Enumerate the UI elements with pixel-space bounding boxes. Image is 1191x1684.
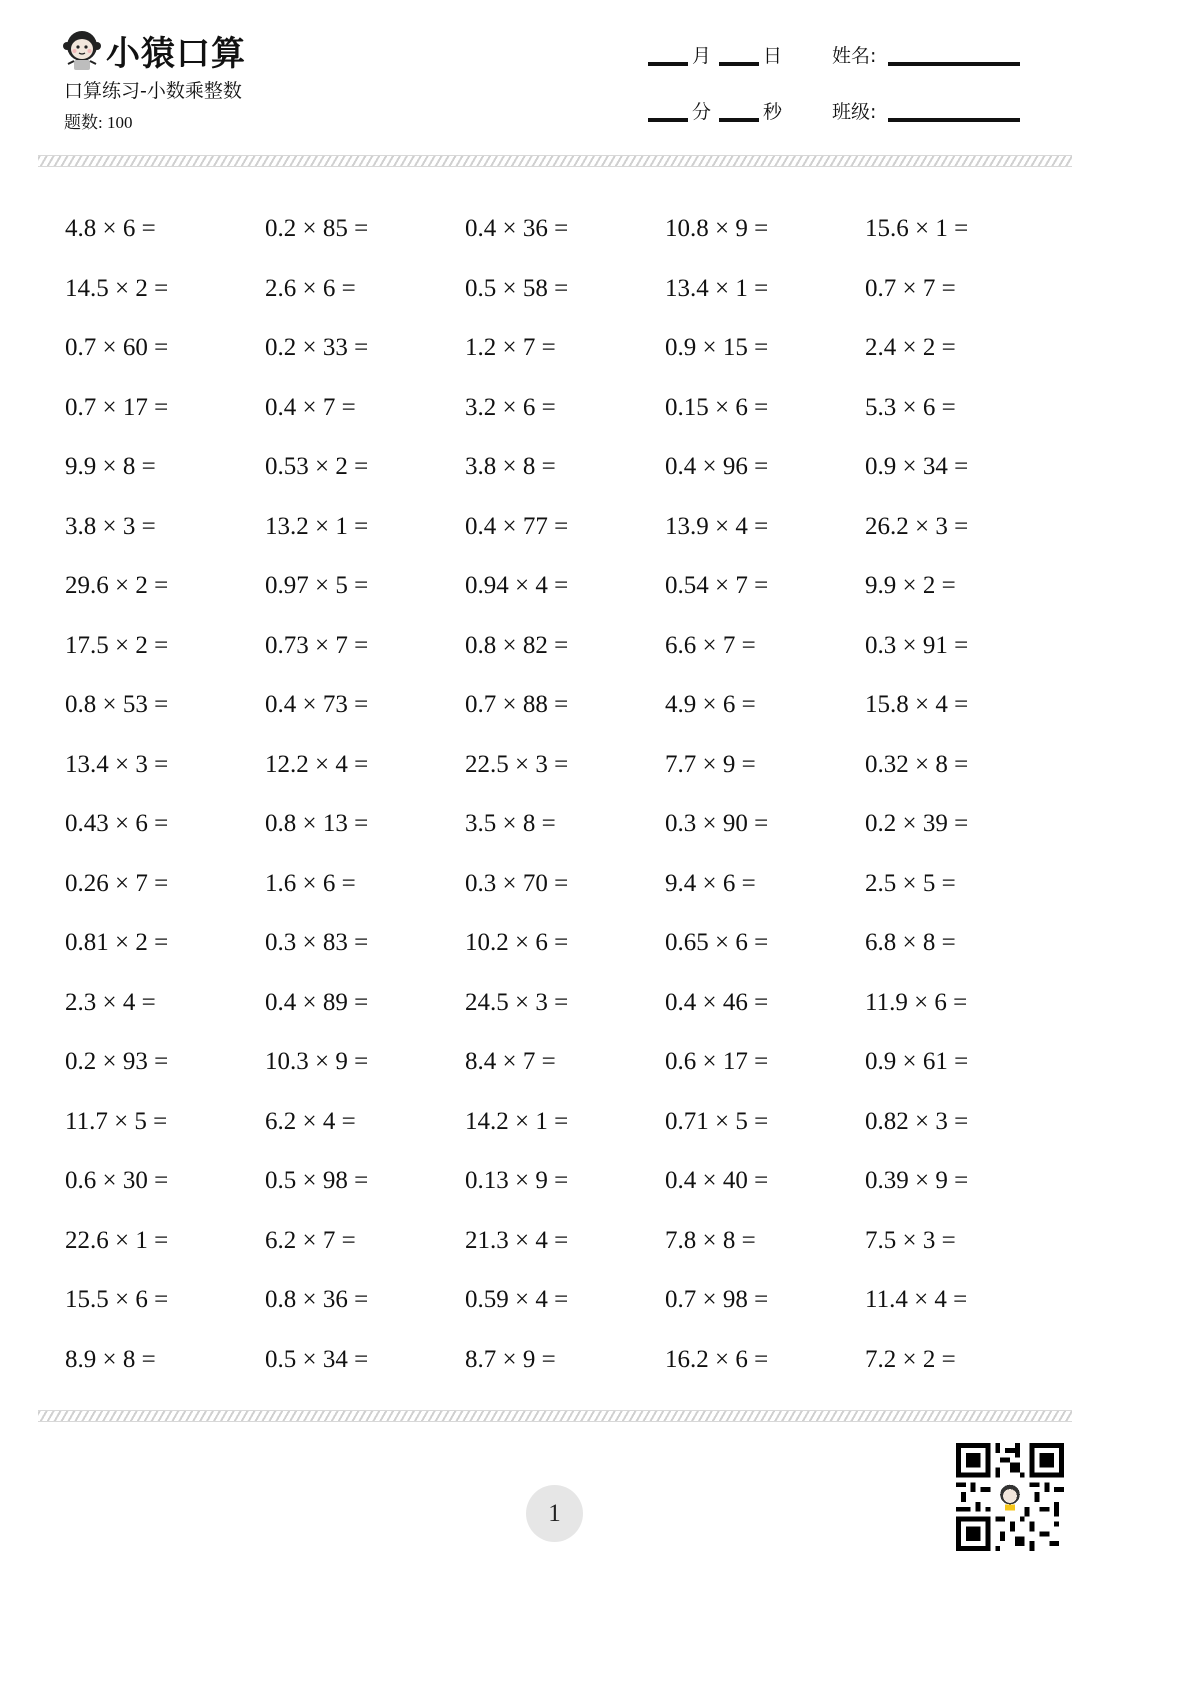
seconds-label: 秒 bbox=[763, 101, 783, 123]
problem-item: 11.7 × 5 = bbox=[65, 1107, 168, 1135]
problem-item: 29.6 × 2 = bbox=[65, 572, 169, 599]
problem-item: 10.3 × 9 = bbox=[265, 1048, 369, 1075]
problem-item: 0.4 × 7 = bbox=[265, 393, 356, 421]
worksheet-title: 口算练习-小数乘整数 bbox=[64, 80, 242, 102]
problem-item: 12.2 × 4 = bbox=[265, 750, 369, 778]
problem-item: 21.3 × 4 = bbox=[465, 1226, 569, 1254]
page-number: 1 bbox=[526, 1485, 583, 1542]
problem-item: 6.2 × 7 = bbox=[265, 1226, 356, 1254]
date-name-row bbox=[648, 44, 1020, 68]
qr-code-icon[interactable] bbox=[955, 1443, 1065, 1551]
problem-item: 0.9 × 34 = bbox=[865, 453, 969, 480]
problem-item: 11.4 × 4 = bbox=[865, 1286, 968, 1313]
seconds-blank[interactable] bbox=[719, 118, 759, 122]
class-blank[interactable] bbox=[888, 118, 1020, 122]
problem-item: 14.2 × 1 = bbox=[465, 1107, 569, 1135]
problem-item: 7.2 × 2 = bbox=[865, 1345, 956, 1373]
month-blank[interactable] bbox=[648, 62, 688, 66]
problem-item: 0.4 × 89 = bbox=[265, 988, 369, 1016]
top-divider bbox=[38, 155, 1072, 167]
problem-item: 0.39 × 9 = bbox=[865, 1167, 969, 1194]
problem-item: 16.2 × 6 = bbox=[665, 1345, 769, 1373]
problem-item: 0.3 × 70 = bbox=[465, 869, 569, 897]
problem-item: 22.5 × 3 = bbox=[465, 750, 569, 778]
problem-item: 0.54 × 7 = bbox=[665, 572, 769, 599]
problem-item: 0.8 × 13 = bbox=[265, 810, 369, 837]
problem-item: 6.8 × 8 = bbox=[865, 929, 956, 956]
problem-item: 2.5 × 5 = bbox=[865, 869, 956, 897]
problem-item: 0.7 × 88 = bbox=[465, 691, 569, 718]
day-label: 日 bbox=[763, 45, 783, 67]
problem-item: 0.73 × 7 = bbox=[265, 631, 369, 659]
problem-grid bbox=[65, 212, 1065, 1402]
problem-item: 0.4 × 73 = bbox=[265, 691, 369, 718]
problem-item: 24.5 × 3 = bbox=[465, 988, 569, 1016]
problem-item: 1.2 × 7 = bbox=[465, 334, 556, 361]
problem-item: 3.8 × 8 = bbox=[465, 453, 556, 480]
problem-item: 15.8 × 4 = bbox=[865, 691, 969, 718]
problem-item: 0.82 × 3 = bbox=[865, 1107, 969, 1135]
problem-item: 26.2 × 3 = bbox=[865, 512, 969, 540]
problem-item: 8.9 × 8 = bbox=[65, 1345, 156, 1373]
minutes-blank[interactable] bbox=[648, 118, 688, 122]
problem-item: 7.5 × 3 = bbox=[865, 1226, 956, 1254]
problem-item: 0.2 × 93 = bbox=[65, 1048, 169, 1075]
class-label: 班级: bbox=[832, 101, 877, 123]
problem-item: 0.7 × 60 = bbox=[65, 334, 169, 361]
problem-item: 6.2 × 4 = bbox=[265, 1107, 356, 1135]
problem-item: 0.71 × 5 = bbox=[665, 1107, 769, 1135]
day-blank[interactable] bbox=[719, 62, 759, 66]
brand-name: 小猿口算 bbox=[106, 33, 246, 74]
problem-item: 0.59 × 4 = bbox=[465, 1286, 569, 1313]
problem-item: 0.4 × 36 = bbox=[465, 215, 569, 242]
problem-item: 0.5 × 58 = bbox=[465, 274, 569, 302]
problem-item: 0.53 × 2 = bbox=[265, 453, 369, 480]
problem-item: 0.3 × 90 = bbox=[665, 810, 769, 837]
problem-item: 0.9 × 15 = bbox=[665, 334, 769, 361]
problem-item: 0.4 × 96 = bbox=[665, 453, 769, 480]
problem-item: 0.2 × 33 = bbox=[265, 334, 369, 361]
problem-item: 11.9 × 6 = bbox=[865, 988, 968, 1016]
problem-item: 0.3 × 83 = bbox=[265, 929, 369, 956]
problem-item: 0.7 × 7 = bbox=[865, 274, 956, 302]
problem-item: 0.2 × 39 = bbox=[865, 810, 969, 837]
problem-item: 0.97 × 5 = bbox=[265, 572, 369, 599]
problem-item: 0.4 × 46 = bbox=[665, 988, 769, 1016]
problem-count: 题数: 100 bbox=[64, 113, 133, 132]
problem-item: 7.7 × 9 = bbox=[665, 750, 756, 778]
problem-item: 0.8 × 82 = bbox=[465, 631, 569, 659]
problem-item: 1.6 × 6 = bbox=[265, 869, 356, 897]
problem-item: 13.9 × 4 = bbox=[665, 512, 769, 540]
problem-item: 8.7 × 9 = bbox=[465, 1345, 556, 1373]
problem-item: 0.15 × 6 = bbox=[665, 393, 769, 421]
problem-item: 0.9 × 61 = bbox=[865, 1048, 969, 1075]
problem-item: 13.4 × 1 = bbox=[665, 274, 769, 302]
problem-item: 2.3 × 4 = bbox=[65, 988, 156, 1016]
time-class-row bbox=[648, 100, 1020, 124]
problem-item: 3.5 × 8 = bbox=[465, 810, 556, 837]
problem-item: 5.3 × 6 = bbox=[865, 393, 956, 421]
problem-item: 15.5 × 6 = bbox=[65, 1286, 169, 1313]
name-blank[interactable] bbox=[888, 62, 1020, 66]
problem-item: 8.4 × 7 = bbox=[465, 1048, 556, 1075]
problem-item: 22.6 × 1 = bbox=[65, 1226, 169, 1254]
problem-item: 0.65 × 6 = bbox=[665, 929, 769, 956]
problem-item: 14.5 × 2 = bbox=[65, 274, 169, 302]
problem-item: 10.2 × 6 = bbox=[465, 929, 569, 956]
problem-item: 13.2 × 1 = bbox=[265, 512, 369, 540]
problem-item: 0.32 × 8 = bbox=[865, 750, 969, 778]
minutes-label: 分 bbox=[692, 101, 712, 123]
problem-item: 0.94 × 4 = bbox=[465, 572, 569, 599]
problem-item: 2.4 × 2 = bbox=[865, 334, 956, 361]
problem-item: 9.9 × 2 = bbox=[865, 572, 956, 599]
bottom-divider bbox=[38, 1410, 1072, 1422]
problem-item: 7.8 × 8 = bbox=[665, 1226, 756, 1254]
problem-item: 0.4 × 77 = bbox=[465, 512, 569, 540]
problem-item: 0.7 × 17 = bbox=[65, 393, 169, 421]
month-label: 月 bbox=[692, 45, 712, 67]
problem-item: 0.5 × 98 = bbox=[265, 1167, 369, 1194]
problem-item: 0.43 × 6 = bbox=[65, 810, 169, 837]
problem-item: 0.81 × 2 = bbox=[65, 929, 169, 956]
problem-item: 2.6 × 6 = bbox=[265, 274, 356, 302]
problem-item: 0.8 × 36 = bbox=[265, 1286, 369, 1313]
problem-item: 9.9 × 8 = bbox=[65, 453, 156, 480]
problem-item: 0.2 × 85 = bbox=[265, 215, 369, 242]
problem-item: 0.8 × 53 = bbox=[65, 691, 169, 718]
problem-item: 13.4 × 3 = bbox=[65, 750, 169, 778]
problem-item: 3.2 × 6 = bbox=[465, 393, 556, 421]
monkey-mascot-icon bbox=[62, 28, 102, 72]
problem-item: 0.7 × 98 = bbox=[665, 1286, 769, 1313]
problem-item: 0.13 × 9 = bbox=[465, 1167, 569, 1194]
problem-item: 0.26 × 7 = bbox=[65, 869, 169, 897]
problem-item: 6.6 × 7 = bbox=[665, 631, 756, 659]
problem-item: 15.6 × 1 = bbox=[865, 215, 969, 242]
problem-item: 4.8 × 6 = bbox=[65, 215, 156, 242]
problem-item: 3.8 × 3 = bbox=[65, 512, 156, 540]
brand-logo bbox=[62, 28, 246, 72]
problem-item: 4.9 × 6 = bbox=[665, 691, 756, 718]
problem-item: 0.6 × 17 = bbox=[665, 1048, 769, 1075]
problem-item: 10.8 × 9 = bbox=[665, 215, 769, 242]
name-label: 姓名: bbox=[832, 45, 877, 67]
problem-item: 0.5 × 34 = bbox=[265, 1345, 369, 1373]
problem-item: 0.4 × 40 = bbox=[665, 1167, 769, 1194]
problem-item: 17.5 × 2 = bbox=[65, 631, 169, 659]
problem-item: 9.4 × 6 = bbox=[665, 869, 756, 897]
problem-item: 0.3 × 91 = bbox=[865, 631, 969, 659]
problem-item: 0.6 × 30 = bbox=[65, 1167, 169, 1194]
